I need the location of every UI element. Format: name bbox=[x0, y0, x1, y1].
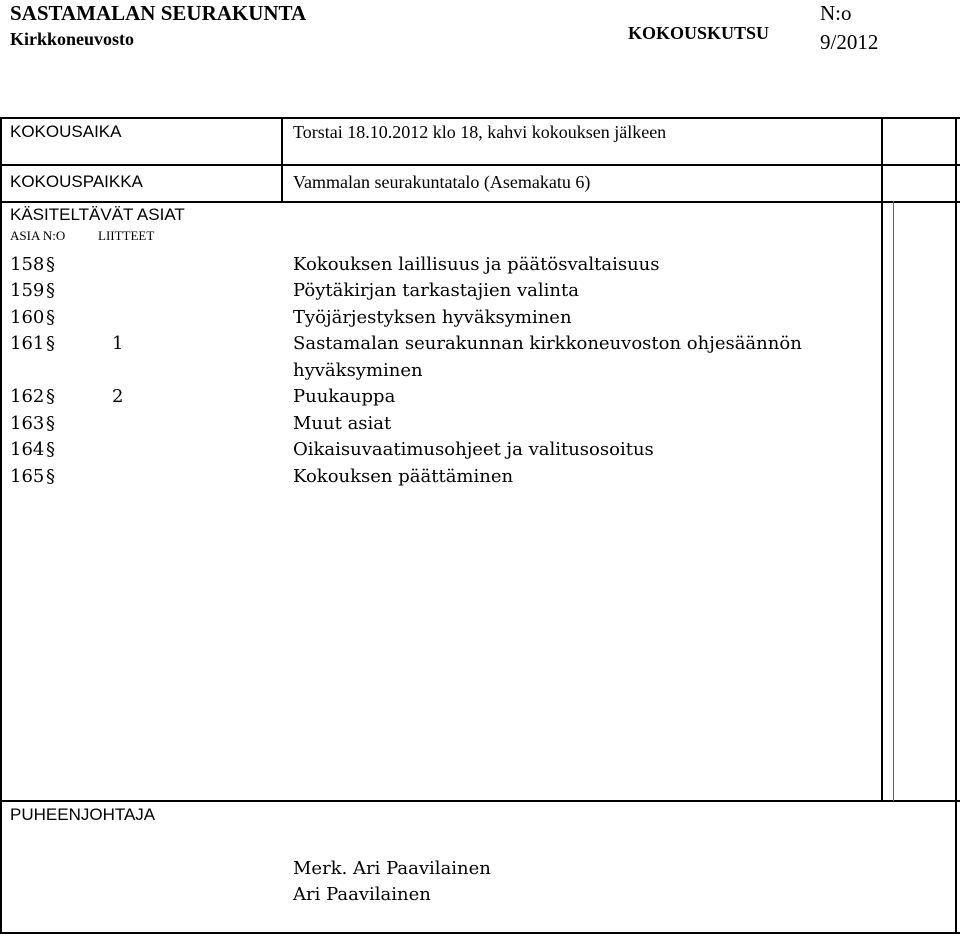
section-sign: § bbox=[46, 413, 55, 434]
agenda-item-title: Muut asiat bbox=[293, 413, 392, 434]
row-divider bbox=[0, 201, 960, 203]
inner-margin-line bbox=[893, 201, 894, 801]
agenda-item-title: Sastamalan seurakunnan kirkkoneuvoston ohjesäännön bbox=[293, 333, 802, 354]
agenda-item-number: 159 bbox=[10, 280, 45, 301]
column-divider bbox=[881, 117, 883, 801]
agenda-item-number: 160 bbox=[10, 307, 45, 328]
column-header-attachments: LIITTEET bbox=[98, 228, 155, 243]
table-left-border bbox=[0, 117, 2, 934]
table-right-border bbox=[955, 117, 957, 934]
document-type: KOKOUSKUTSU bbox=[628, 23, 770, 43]
agenda-item-number: 161 bbox=[10, 333, 45, 354]
section-sign: § bbox=[46, 254, 55, 275]
agenda-item-number: 158 bbox=[10, 254, 45, 275]
agenda-item-title: Puukauppa bbox=[293, 386, 396, 407]
signature-line-1: Merk. Ari Paavilainen bbox=[293, 858, 491, 879]
signature-line-2: Ari Paavilainen bbox=[293, 884, 431, 905]
agenda-item-title: Pöytäkirjan tarkastajien valinta bbox=[293, 280, 579, 301]
document-number-label: N:o bbox=[820, 1, 852, 25]
document-number: 9/2012 bbox=[820, 30, 879, 54]
agenda-item-number: 165 bbox=[10, 466, 45, 487]
agenda-item-number: 164 bbox=[10, 439, 45, 460]
agenda-item-number: 163 bbox=[10, 413, 45, 434]
meeting-time-label: KOKOUSAIKA bbox=[10, 122, 122, 141]
column-header-item-number: ASIA N:O bbox=[10, 228, 66, 243]
section-sign: § bbox=[46, 386, 55, 407]
meeting-place-label: KOKOUSPAIKKA bbox=[10, 172, 143, 191]
table-top-border bbox=[0, 117, 960, 119]
agenda-item-title: Kokouksen päättäminen bbox=[293, 466, 514, 487]
body-name: Kirkkoneuvosto bbox=[10, 29, 135, 49]
table-bottom-border bbox=[0, 932, 960, 934]
agenda-item-attachment: 1 bbox=[112, 333, 124, 354]
section-sign: § bbox=[46, 439, 55, 460]
agenda-item-number: 162 bbox=[10, 386, 45, 407]
agenda-heading: KÄSITELTÄVÄT ASIAT bbox=[10, 205, 185, 224]
meeting-time-value: Torstai 18.10.2012 klo 18, kahvi kokouksen jälkeen bbox=[293, 122, 667, 142]
row-divider bbox=[0, 800, 960, 802]
column-divider bbox=[281, 117, 283, 202]
agenda-item-title: Työjärjestyksen hyväksyminen bbox=[293, 307, 572, 328]
agenda-item-title: Kokouksen laillisuus ja päätösvaltaisuus bbox=[293, 254, 660, 275]
section-sign: § bbox=[46, 280, 55, 301]
agenda-item-title-continued: hyväksyminen bbox=[293, 360, 423, 381]
chair-role-label: PUHEENJOHTAJA bbox=[10, 805, 156, 824]
section-sign: § bbox=[46, 466, 55, 487]
section-sign: § bbox=[46, 333, 55, 354]
section-sign: § bbox=[46, 307, 55, 328]
agenda-item-title: Oikaisuvaatimusohjeet ja valitusosoitus bbox=[293, 439, 654, 460]
row-divider bbox=[0, 164, 960, 166]
agenda-item-attachment: 2 bbox=[112, 386, 124, 407]
organization-name: SASTAMALAN SEURAKUNTA bbox=[10, 1, 307, 25]
meeting-place-value: Vammalan seurakuntatalo (Asemakatu 6) bbox=[293, 172, 591, 192]
